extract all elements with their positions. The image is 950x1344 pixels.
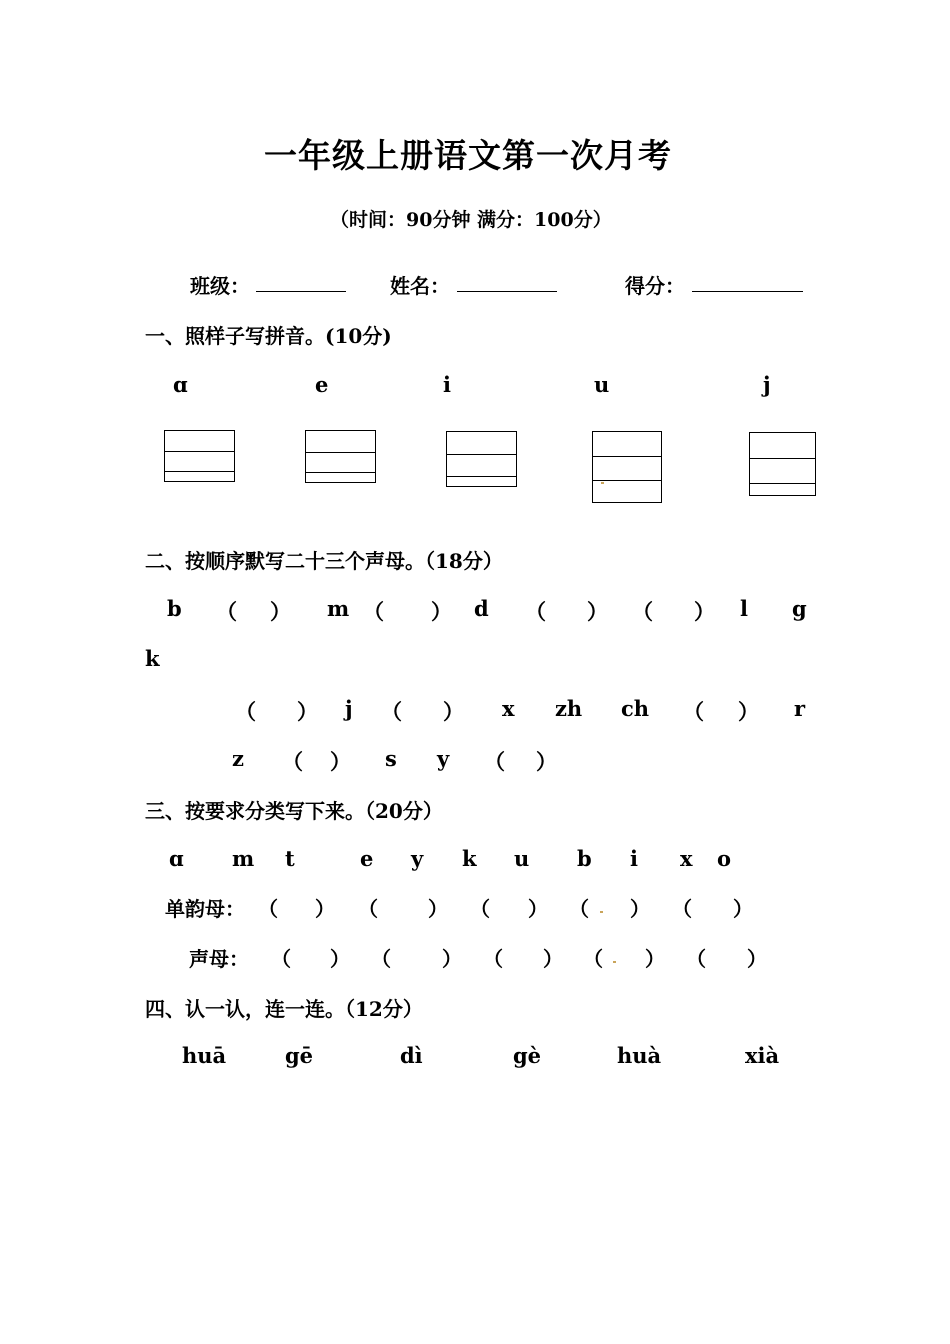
s2-item: r bbox=[794, 696, 806, 721]
s2-item: y bbox=[437, 746, 450, 771]
s3-letter: b bbox=[577, 846, 592, 871]
name-label: 姓名： bbox=[390, 274, 450, 298]
answer-paren: （ bbox=[371, 947, 391, 971]
s1-letter: e bbox=[315, 372, 329, 397]
s1-letter: i bbox=[443, 372, 451, 397]
s2-item: l bbox=[740, 596, 748, 621]
s3-letter: o bbox=[717, 846, 732, 871]
s2-item: ） bbox=[536, 749, 557, 774]
s2-item: ） bbox=[330, 749, 351, 774]
class-label: 班级： bbox=[190, 274, 250, 298]
s4-pinyin: dì bbox=[400, 1043, 423, 1068]
s1-letter: ɑ bbox=[173, 372, 188, 397]
section-1-heading: 一、照样子写拼音。(10分) bbox=[145, 324, 392, 348]
s2-item: z bbox=[232, 746, 244, 771]
s2-item: （ bbox=[235, 699, 256, 724]
s2-item: zh bbox=[555, 696, 583, 721]
exam-info: （时间：90分钟 满分：100分） bbox=[330, 209, 612, 231]
answer-paren: ） bbox=[543, 947, 563, 971]
s4-pinyin: gē bbox=[285, 1043, 314, 1068]
s2-item: （ bbox=[632, 599, 653, 624]
writing-grid[interactable] bbox=[305, 430, 376, 483]
s2-item: ） bbox=[587, 599, 608, 624]
answer-paren: ） bbox=[645, 947, 665, 971]
s2-item: ） bbox=[270, 599, 291, 624]
answer-paren: ） bbox=[315, 897, 335, 921]
s1-letter: j bbox=[763, 372, 771, 397]
s3-letter: e bbox=[360, 846, 374, 871]
vowel-label: 单韵母： bbox=[165, 897, 245, 921]
s2-item: b bbox=[167, 596, 182, 621]
s2-item: （ bbox=[683, 699, 704, 724]
s2-item: k bbox=[145, 646, 160, 671]
answer-paren: （ bbox=[258, 897, 278, 921]
page-title: 一年级上册语文第一次月考 bbox=[264, 136, 672, 175]
s1-letter: u bbox=[594, 372, 610, 397]
answer-paren: （ bbox=[271, 947, 291, 971]
answer-paren: （ bbox=[672, 897, 692, 921]
answer-paren: （ bbox=[483, 947, 503, 971]
s2-item: s bbox=[385, 746, 397, 771]
writing-grid[interactable] bbox=[592, 431, 662, 503]
s4-pinyin: huā bbox=[182, 1043, 227, 1068]
s2-item: （ bbox=[282, 749, 303, 774]
s2-item: ） bbox=[431, 599, 452, 624]
answer-paren: ） bbox=[528, 897, 548, 921]
answer-paren: （ bbox=[470, 897, 490, 921]
s3-letter: i bbox=[630, 846, 638, 871]
s2-item: ） bbox=[443, 699, 464, 724]
s4-pinyin: xià bbox=[745, 1043, 780, 1068]
writing-grid[interactable] bbox=[446, 431, 517, 487]
name-field[interactable] bbox=[457, 291, 557, 292]
s2-item: ） bbox=[297, 699, 318, 724]
s2-item: （ bbox=[525, 599, 546, 624]
s2-item: d bbox=[474, 596, 489, 621]
s2-item: ） bbox=[694, 599, 715, 624]
s2-item: （ bbox=[216, 599, 237, 624]
s2-item: ch bbox=[621, 696, 650, 721]
answer-paren: ） bbox=[733, 897, 753, 921]
score-label: 得分： bbox=[625, 274, 685, 298]
s2-item: x bbox=[502, 696, 515, 721]
s3-letter: y bbox=[411, 846, 424, 871]
s2-item: g bbox=[792, 596, 807, 621]
section-4-heading: 四、认一认，连一连。（12分） bbox=[145, 997, 423, 1021]
answer-paren: （ bbox=[686, 947, 706, 971]
section-3-heading: 三、按要求分类写下来。（20分） bbox=[145, 799, 443, 823]
answer-paren: ） bbox=[630, 897, 650, 921]
initial-label: 声母： bbox=[189, 947, 249, 971]
s2-item: m bbox=[327, 596, 350, 621]
s3-letter: k bbox=[462, 846, 477, 871]
s2-item: （ bbox=[381, 699, 402, 724]
writing-grid[interactable] bbox=[749, 432, 816, 496]
score-field[interactable] bbox=[692, 291, 803, 292]
s2-item: （ bbox=[363, 599, 384, 624]
answer-paren: （ bbox=[569, 897, 589, 921]
s3-letter: x bbox=[680, 846, 693, 871]
answer-paren: ） bbox=[442, 947, 462, 971]
s2-item: （ bbox=[484, 749, 505, 774]
s3-letter: m bbox=[232, 846, 255, 871]
s4-pinyin: gè bbox=[513, 1043, 542, 1068]
s4-pinyin: huà bbox=[617, 1043, 662, 1068]
writing-grid[interactable] bbox=[164, 430, 235, 482]
answer-paren: （ bbox=[358, 897, 378, 921]
s3-letter: t bbox=[285, 846, 295, 871]
class-field[interactable] bbox=[256, 291, 346, 292]
answer-paren: ） bbox=[330, 947, 350, 971]
answer-paren: ） bbox=[747, 947, 767, 971]
section-2-heading: 二、按顺序默写二十三个声母。（18分） bbox=[145, 549, 503, 573]
s3-letter: ɑ bbox=[169, 846, 184, 871]
answer-paren: ） bbox=[428, 897, 448, 921]
answer-paren: （ bbox=[583, 947, 603, 971]
s3-letter: u bbox=[514, 846, 530, 871]
s2-item: j bbox=[345, 696, 353, 721]
s2-item: ） bbox=[738, 699, 759, 724]
